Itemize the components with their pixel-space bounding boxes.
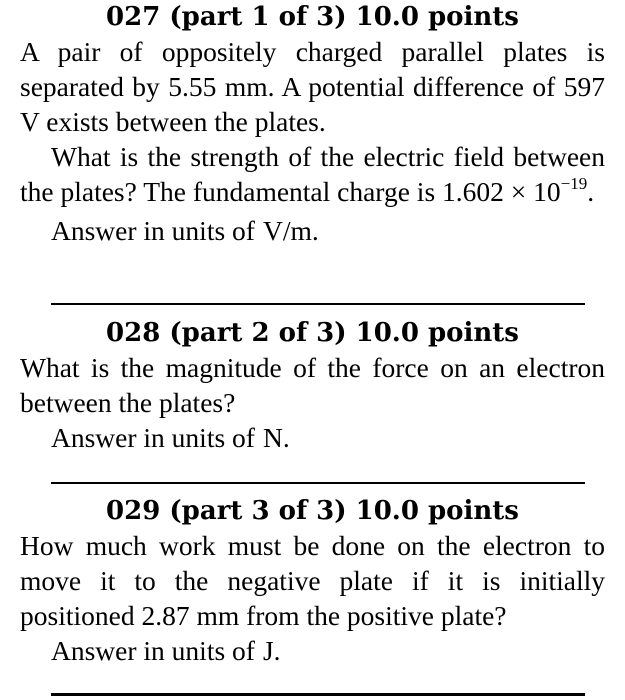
- answer-units-line: [20, 213, 605, 248]
- answer-unit: J.: [262, 635, 281, 666]
- answer-unit: N.: [262, 422, 290, 453]
- answer-prefix: Answer in units of: [51, 422, 255, 453]
- problem-statement: A pair of oppositely charged parallel plates is separated by 5.55 mm. A potential difference of 597 V exists between the plates.: [20, 36, 605, 137]
- problem-027: [20, 0, 605, 248]
- question-body: What is the strength of the electric field between the plates? The fundamental charge is 1.602 × 10: [20, 141, 605, 207]
- exponent: −19: [560, 174, 588, 193]
- question-end: .: [587, 176, 595, 207]
- problem-028: [20, 316, 605, 455]
- question-text: What is the magnitude of the force on an electron between the plates?: [20, 352, 605, 418]
- question-text: How much work must be done on the electron to move it to the negative plate if it is initially positioned 2.87 mm from the positive plate?: [20, 530, 605, 631]
- problem-heading: 027 (part 1 of 3) 10.0 points: [106, 2, 519, 32]
- answer-units-line: [20, 420, 605, 455]
- question-text: [20, 139, 605, 213]
- answer-prefix: Answer in units of: [51, 215, 255, 246]
- problem-heading: 029 (part 3 of 3) 10.0 points: [106, 496, 519, 526]
- problem-heading: 028 (part 2 of 3) 10.0 points: [106, 318, 519, 348]
- answer-units-line: [20, 633, 605, 668]
- answer-prefix: Answer in units of: [51, 635, 255, 666]
- answer-line: [51, 693, 585, 696]
- problem-029: [20, 494, 605, 668]
- answer-line: [51, 303, 585, 305]
- answer-line: [51, 482, 585, 484]
- answer-unit: V/m.: [262, 215, 319, 246]
